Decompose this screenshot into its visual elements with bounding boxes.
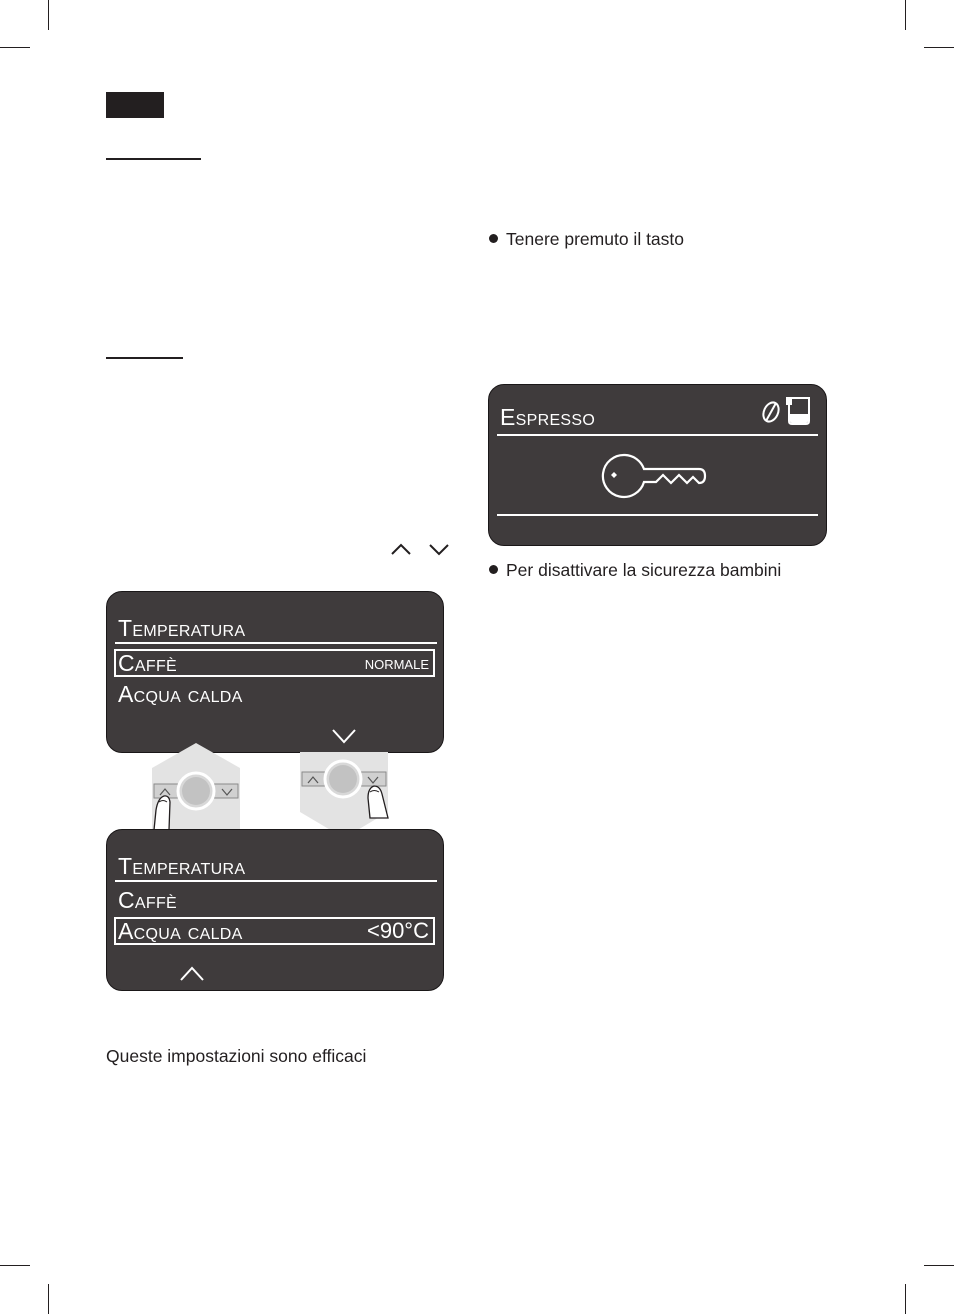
crop-mark: [0, 47, 30, 48]
display-title: Temperatura: [118, 853, 246, 879]
cup-icon: [785, 394, 813, 426]
chevron-down-icon: [331, 728, 357, 744]
bullet-dot: [489, 234, 498, 243]
menu-item-acqua-calda: Acqua calda: [118, 918, 243, 944]
press-up-button-illustration: [150, 740, 242, 832]
crop-mark: [48, 1284, 49, 1314]
menu-item-caffe: Caffè: [118, 650, 178, 676]
settings-effective-note: Queste impostazioni sono efficaci: [106, 1046, 367, 1066]
press-down-button-illustration: [298, 752, 390, 840]
chevron-up-icon: [390, 542, 412, 556]
bullet-dot: [489, 565, 498, 574]
coffee-bean-icon: [761, 399, 781, 425]
menu-item-acqua-calda: Acqua calda: [118, 681, 243, 707]
chevron-up-icon: [179, 966, 205, 982]
display-temperature-water: [106, 829, 444, 991]
display-espresso: [488, 384, 827, 546]
crop-mark: [0, 1265, 30, 1266]
display-divider: [115, 880, 437, 882]
heading-underline: [106, 158, 201, 160]
display-title: Espresso: [500, 404, 596, 430]
crop-mark: [905, 1284, 906, 1314]
display-divider: [497, 434, 818, 436]
heading-underline: [106, 357, 183, 359]
key-icon: [601, 451, 709, 501]
display-title: Temperatura: [118, 615, 246, 641]
chevron-down-icon: [428, 542, 450, 556]
bullet-disable-childlock: Per disattivare la sicurezza bambini: [489, 559, 781, 581]
display-divider: [115, 642, 437, 644]
crop-mark: [924, 1265, 954, 1266]
bullet-hold-button: Tenere premuto il tasto: [489, 228, 684, 250]
menu-item-caffe: Caffè: [118, 887, 178, 913]
menu-item-value: <90°C: [366, 918, 429, 943]
display-divider: [497, 514, 818, 516]
display-temperature-coffee: [106, 591, 444, 753]
crop-mark: [905, 0, 906, 30]
language-tab: [106, 92, 164, 118]
menu-item-value: normale: [364, 653, 429, 674]
crop-mark: [48, 0, 49, 30]
crop-mark: [924, 47, 954, 48]
